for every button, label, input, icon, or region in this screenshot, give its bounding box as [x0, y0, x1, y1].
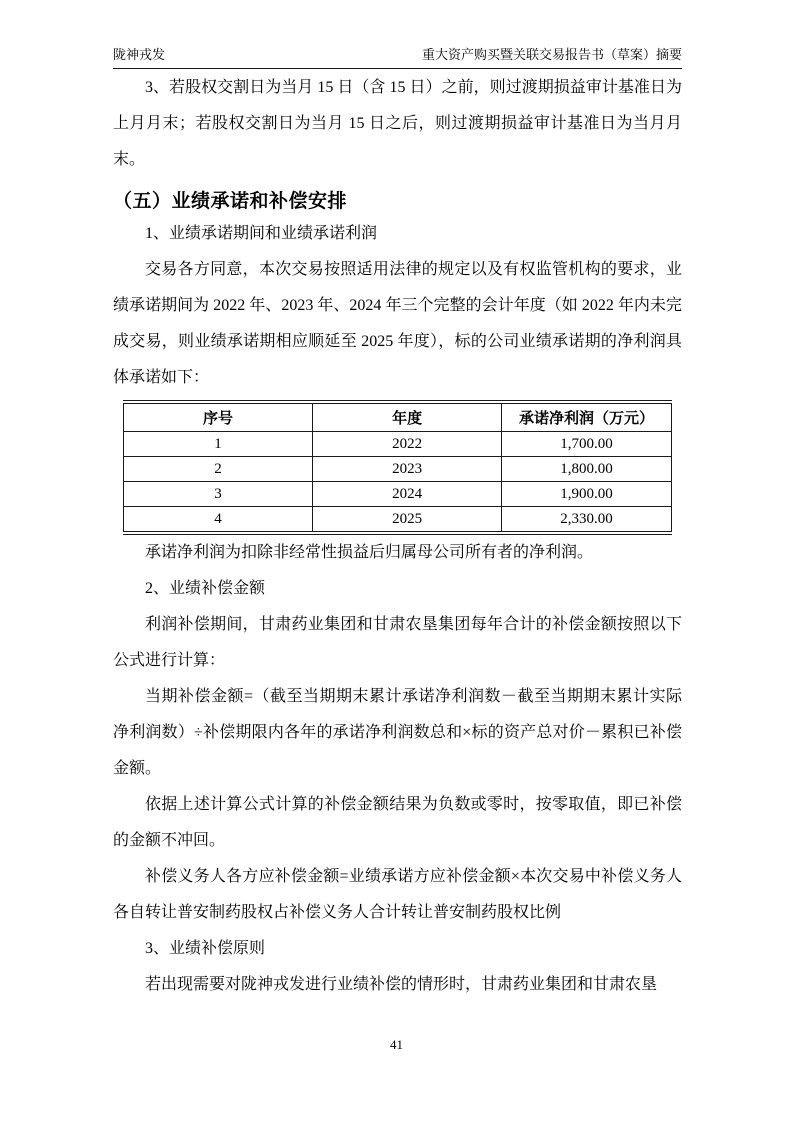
- table-cell-seq: 1: [124, 432, 313, 457]
- paragraph-obligor-share-formula: 补偿义务人各方应补偿金额=业绩承诺方应补偿金额×本次交易中补偿义务人各自转让普安制药股权占补偿义务人合计转让普安制药股权比例: [113, 868, 682, 921]
- paragraph-net-profit-note: 承诺净利润为扣除非经常性损益后归属母公司所有者的净利润。: [145, 544, 594, 561]
- subheading-commitment-period: 1、业绩承诺期间和业绩承诺利润: [145, 225, 378, 242]
- table-cell-year: 2023: [313, 457, 502, 482]
- profit-commitment-table: [123, 400, 672, 535]
- table-cell-year: 2024: [313, 482, 502, 507]
- table-row: [124, 482, 672, 507]
- paragraph-zero-value-rule: 依据上述计算公式计算的补偿金额结果为负数或零时，按零取值，即已补偿的金额不冲回。: [113, 796, 682, 849]
- table-cell-seq: 3: [124, 482, 313, 507]
- section-heading-performance-commitment: （五）业绩承诺和补偿安排: [113, 191, 348, 212]
- table-header-profit: 承诺净利润（万元）: [502, 402, 672, 432]
- paragraph-compensation-principle: 若出现需要对陇神戎发进行业绩补偿的情形时，甘肃药业集团和甘肃农垦: [145, 976, 658, 993]
- page-number: 41: [390, 1037, 403, 1052]
- header-report-title: 重大资产购买暨关联交易报告书（草案）摘要: [421, 47, 682, 62]
- table-header-row: [124, 402, 672, 432]
- page-header: [113, 46, 682, 69]
- page-footer: [0, 1036, 793, 1053]
- table-cell-year: 2022: [313, 432, 502, 457]
- table-cell-profit: 1,800.00: [502, 457, 672, 482]
- paragraph-delivery-date-rule: 3、若股权交割日为当月 15 日（含 15 日）之前，则过渡期损益审计基准日为上月月末；若股权交割日为当月 15 日之后，则过渡期损益审计基准日为当月月末。: [113, 79, 682, 168]
- paragraph-compensation-period: 利润补偿期间，甘肃药业集团和甘肃农垦集团每年合计的补偿金额按照以下公式进行计算：: [113, 616, 682, 669]
- table-cell-profit: 1,700.00: [502, 432, 672, 457]
- table-cell-year: 2025: [313, 507, 502, 534]
- table-cell-seq: 4: [124, 507, 313, 534]
- subheading-compensation-amount: 2、业绩补偿金额: [145, 580, 266, 597]
- table-header-year: 年度: [313, 402, 502, 432]
- page-body: [113, 70, 682, 1003]
- table-row: [124, 457, 672, 482]
- table-head: [124, 402, 672, 432]
- table-cell-profit: 2,330.00: [502, 507, 672, 534]
- table-cell-profit: 1,900.00: [502, 482, 672, 507]
- header-company-name: 陇神戎发: [113, 47, 166, 62]
- table-cell-seq: 2: [124, 457, 313, 482]
- table-row: [124, 507, 672, 534]
- paragraph-compensation-formula: 当期补偿金额=（截至当期期末累计承诺净利润数－截至当期期末累计实际净利润数）÷补偿期限内各年的承诺净利润数总和×标的资产总对价－累积已补偿金额。: [113, 688, 682, 777]
- subheading-compensation-principle: 3、业绩补偿原则: [145, 940, 266, 957]
- table-header-seq: 序号: [124, 402, 313, 432]
- table-row: [124, 432, 672, 457]
- paragraph-commitment-period: 交易各方同意，本次交易按照适用法律的规定以及有权监管机构的要求，业绩承诺期间为 2022 年、2023 年、2024 年三个完整的会计年度（如 2022 年内未完成交易，则业绩承诺期相应顺延至 2025 年度），标的公司业绩承诺期的净利润具体承诺如下：: [113, 261, 682, 386]
- table-body: [124, 432, 672, 534]
